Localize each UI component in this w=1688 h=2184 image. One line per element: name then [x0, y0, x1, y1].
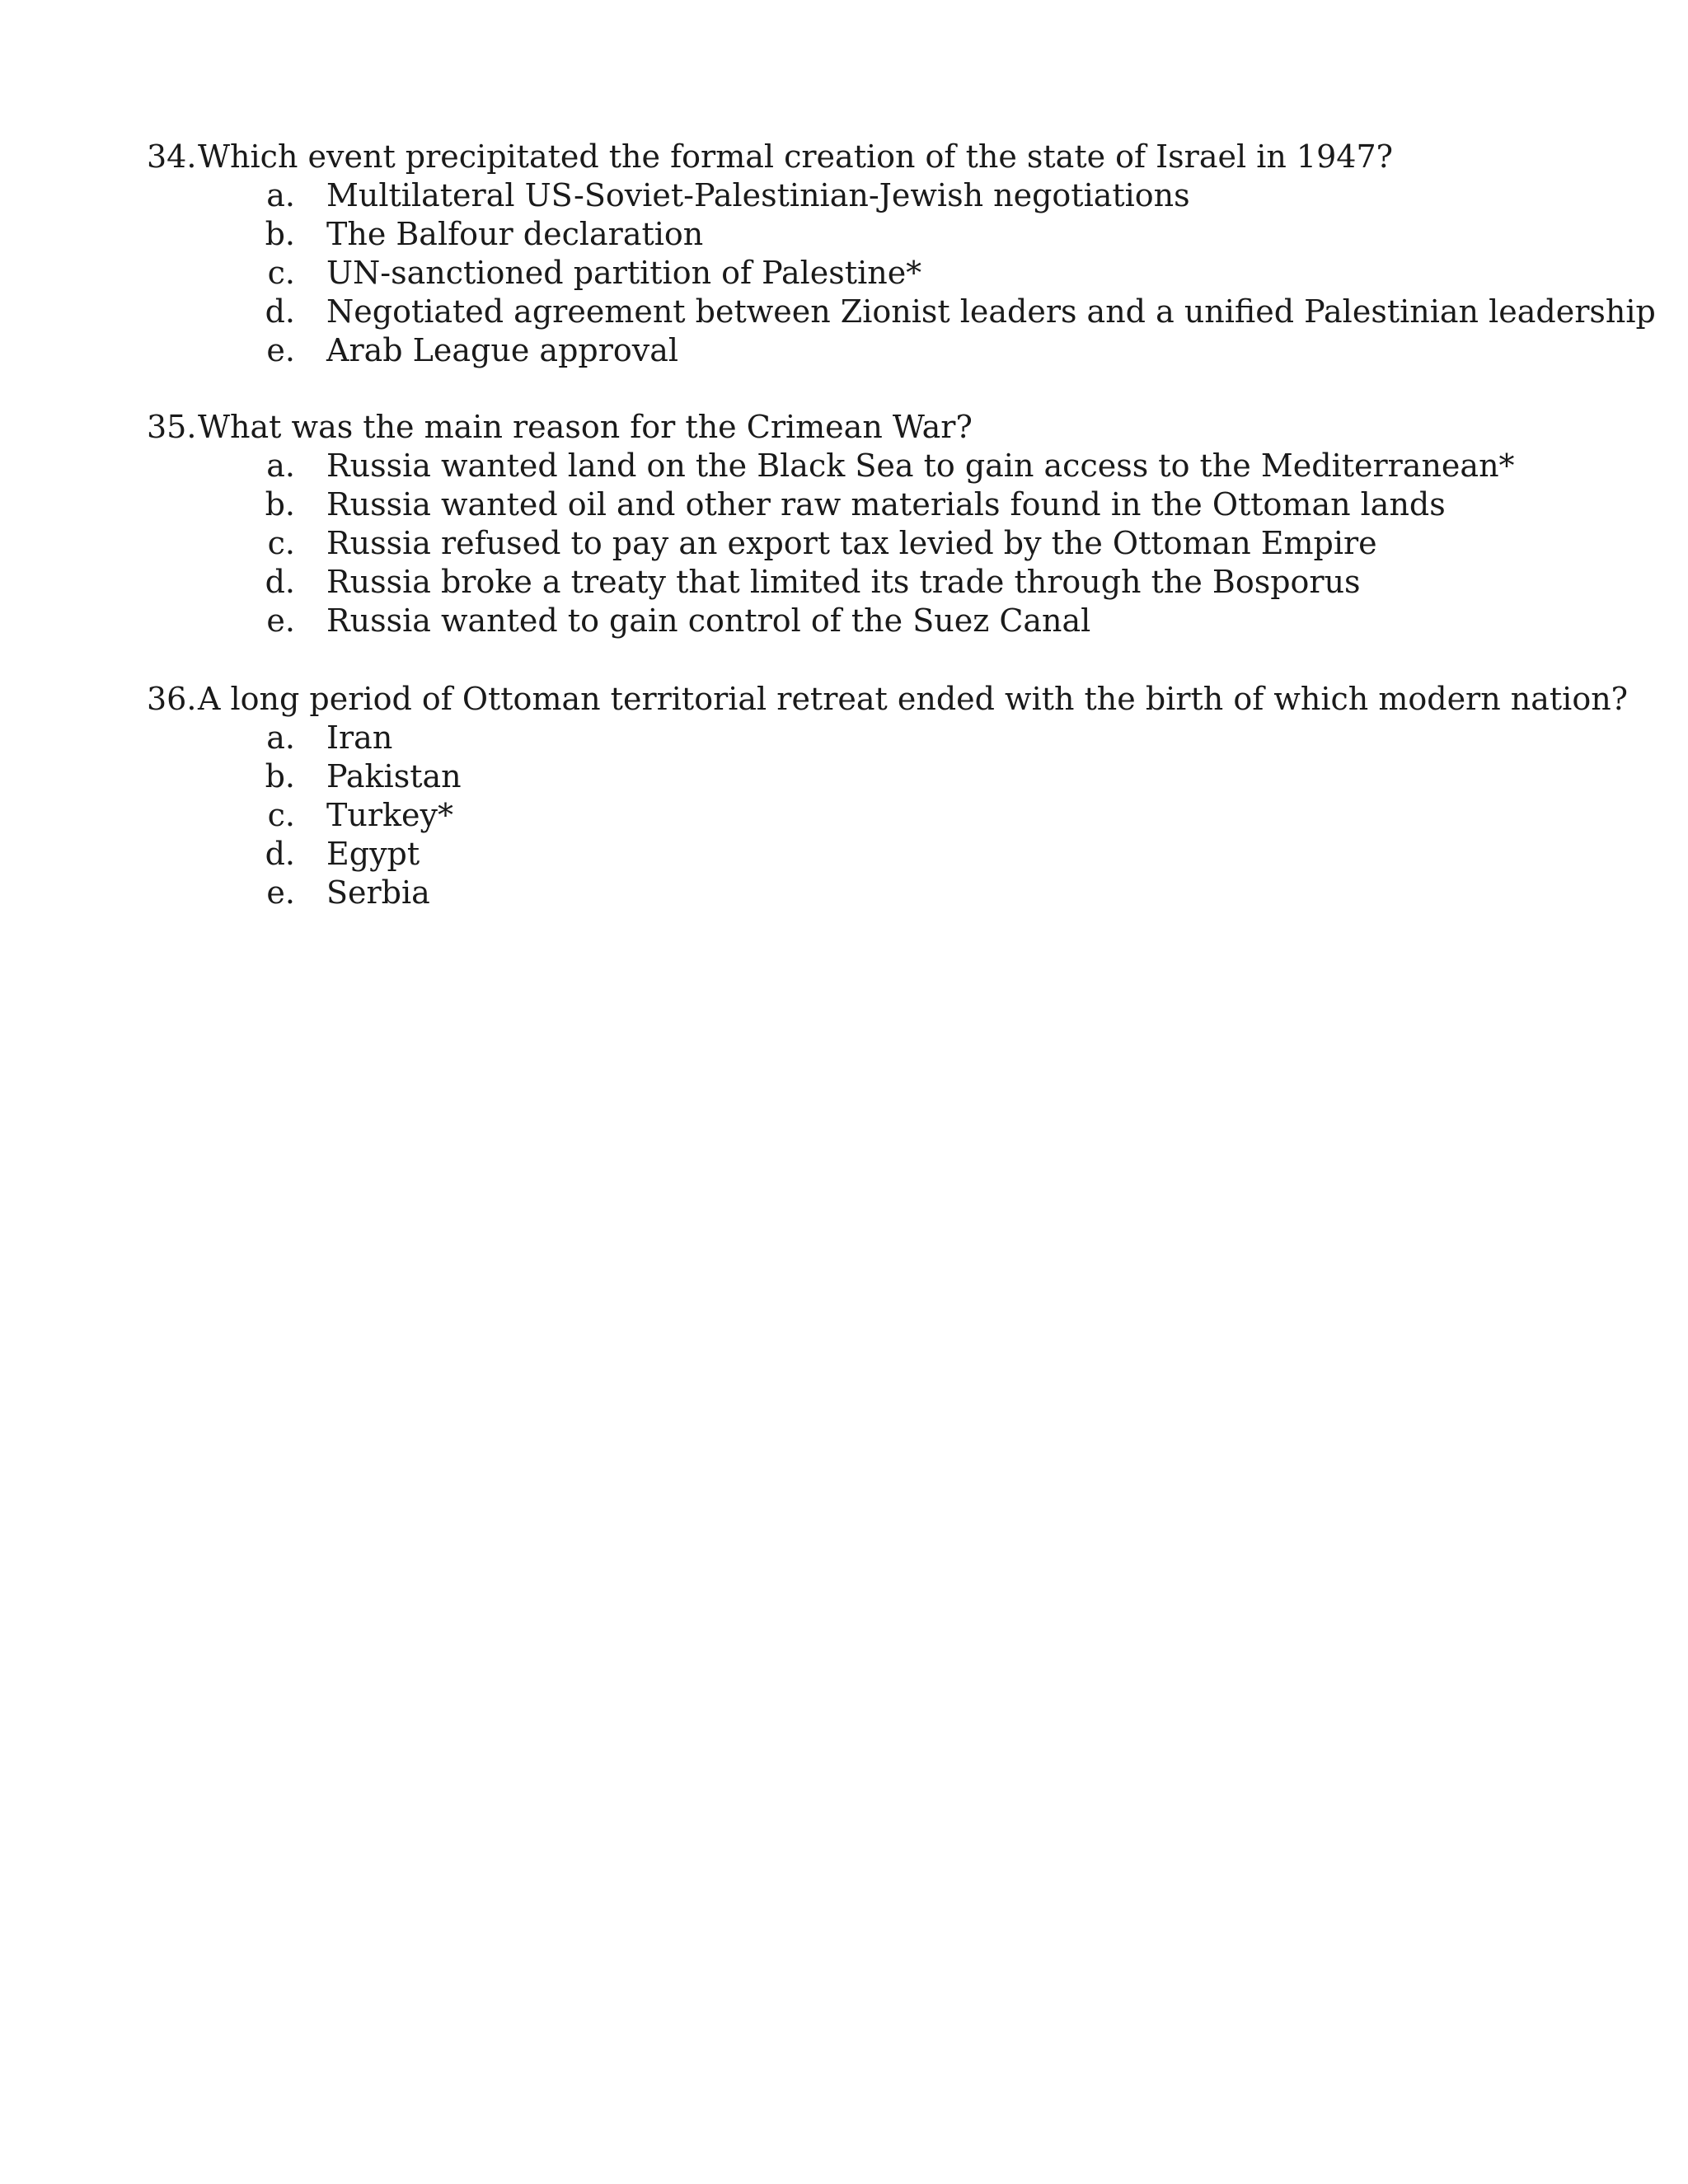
option-letter: d.: [265, 836, 295, 872]
option-text: Iran: [326, 719, 393, 756]
question-stem: [147, 680, 1647, 719]
question-text: What was the main reason for the Crimean War?: [198, 409, 973, 445]
option-text: Negotiated agreement between Zionist leaders and a unified Palestinian leadership: [326, 293, 1656, 330]
option-letter: e.: [266, 874, 295, 911]
answer-options: [147, 719, 1647, 912]
option-letter: c.: [267, 797, 295, 833]
answer-option: [147, 485, 1647, 524]
option-text: Pakistan: [326, 758, 462, 794]
option-text: Multilateral US-Soviet-Palestinian-Jewish negotiations: [326, 177, 1190, 213]
answer-option: [147, 835, 1647, 874]
option-text: UN-sanctioned partition of Palestine*: [326, 255, 922, 291]
option-letter: d.: [265, 293, 295, 330]
option-letter: a.: [266, 448, 295, 484]
option-text: Russia broke a treaty that limited its trade through the Bosporus: [326, 564, 1361, 600]
question-text: A long period of Ottoman territorial retreat ended with the birth of which modern nation?: [198, 681, 1629, 717]
option-text: Arab League approval: [326, 332, 679, 368]
option-text: The Balfour declaration: [326, 216, 704, 252]
option-letter: e.: [266, 602, 295, 639]
question-stem: [147, 138, 1647, 176]
answer-option: [147, 874, 1647, 912]
option-text: Russia wanted to gain control of the Suez Canal: [326, 602, 1091, 639]
question-number: 34.: [147, 138, 197, 175]
option-letter: b.: [265, 216, 295, 252]
option-text: Serbia: [326, 874, 430, 911]
option-letter: d.: [265, 564, 295, 600]
question-number: 36.: [147, 681, 197, 717]
option-text: Turkey*: [326, 797, 453, 833]
answer-option: [147, 796, 1647, 835]
answer-option: [147, 757, 1647, 796]
option-text: Egypt: [326, 836, 420, 872]
option-letter: b.: [265, 486, 295, 523]
option-letter: a.: [266, 177, 295, 213]
answer-option: [147, 602, 1647, 640]
option-letter: c.: [267, 255, 295, 291]
option-text: Russia refused to pay an export tax levied by the Ottoman Empire: [326, 525, 1377, 561]
answer-option: [147, 331, 1647, 370]
answer-option: [147, 176, 1647, 215]
question-35: [147, 408, 1647, 640]
question-text: Which event precipitated the formal creation of the state of Israel in 1947?: [198, 138, 1394, 175]
answer-option: [147, 447, 1647, 485]
answer-option: [147, 524, 1647, 563]
answer-option: [147, 719, 1647, 757]
option-text: Russia wanted land on the Black Sea to gain access to the Mediterranean*: [326, 448, 1515, 484]
answer-option: [147, 254, 1647, 293]
answer-options: [147, 447, 1647, 640]
answer-option: [147, 293, 1656, 331]
option-letter: b.: [265, 758, 295, 794]
answer-option: [147, 563, 1647, 602]
question-34: [147, 138, 1656, 370]
option-letter: c.: [267, 525, 295, 561]
question-stem: [147, 408, 1647, 447]
question-number: 35.: [147, 409, 197, 445]
option-text: Russia wanted oil and other raw materials found in the Ottoman lands: [326, 486, 1446, 523]
answer-options: [147, 176, 1656, 370]
question-36: [147, 680, 1647, 912]
option-letter: a.: [266, 719, 295, 756]
option-letter: e.: [266, 332, 295, 368]
answer-option: [147, 215, 1647, 254]
